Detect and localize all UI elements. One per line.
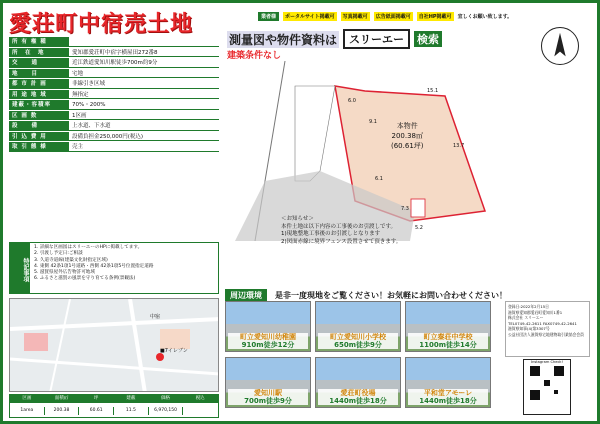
dim-label: 15.1 bbox=[427, 88, 439, 94]
publish-item: ポータルサイト掲載可 bbox=[285, 13, 335, 20]
property-info-table bbox=[9, 37, 219, 153]
info-row: 交 通 近江鉄道愛知川駅徒歩700m約9分 bbox=[9, 58, 219, 69]
note-item: 1. 詳細な区画図はスリーエーのHPに掲載してます。 bbox=[34, 245, 143, 250]
instagram-qr[interactable]: Instagram Check! bbox=[523, 359, 571, 415]
publish-label: 業者様 bbox=[258, 12, 279, 21]
dim-label: 6.0 bbox=[348, 98, 356, 104]
facility-photo: 町立愛知川小学校 650m徒歩9分 bbox=[315, 301, 401, 352]
info-row: 都 市 計 画 非線引き区域 bbox=[9, 79, 219, 90]
dim-label: 13.7 bbox=[453, 143, 465, 149]
note-item: 5. 滋賀県屋外広告物許可地域 bbox=[34, 270, 95, 276]
info-row: 所 在 地 愛知郡愛荘町中宿字横屋田272番8 bbox=[9, 48, 219, 59]
publish-suffix: 宜しくお願い致します。 bbox=[457, 13, 513, 20]
info-row: 用 途 地 域 無指定 bbox=[9, 90, 219, 101]
qr-code-icon bbox=[528, 364, 566, 402]
survey-drawing bbox=[225, 61, 600, 241]
note-item: 4. 東側 42条1項1号道路・西側 42条1項5号位置指定道路 bbox=[34, 263, 154, 269]
company-info: 登録日:2022年2月15日 滋賀県愛知郡愛荘町愛知川1番1 株式会社 スリーエー TEL0749-42-2611 FAX0749-42-2641 滋賀県知事(4)第3307号 公益社団法人滋賀県宅地建物取引業協会会員 bbox=[505, 301, 590, 357]
area-map bbox=[9, 298, 219, 392]
dim-label: 6.1 bbox=[375, 176, 383, 182]
info-row: 建蔽・容積率 70%・200% bbox=[9, 100, 219, 111]
map-label: ■7イレブン bbox=[160, 348, 188, 354]
info-row: 設 備 上水道、下水道 bbox=[9, 121, 219, 132]
no-build-condition: 建築条件なし bbox=[227, 51, 282, 61]
map-label: 中宿 bbox=[150, 314, 161, 320]
publish-item: 広告紙面掲載可 bbox=[375, 13, 411, 20]
info-row: 区 画 数 1区画 bbox=[9, 111, 219, 122]
notice: ＜お知らせ＞ 本件土地は以下内容の工事後のお引渡しです。 1)現地整地工事後のお引渡しとなります 2)図面赤線に境界フェンス設置させて頂きます。 bbox=[281, 216, 402, 245]
facility-photo: 町立秦荘中学校 1100m徒歩14分 bbox=[405, 301, 491, 352]
note-item: 2. 引渡し予定日:ご相談 bbox=[34, 251, 83, 257]
dim-label: 5.2 bbox=[415, 225, 423, 231]
location-pin-icon bbox=[156, 353, 164, 361]
dim-label: 9.1 bbox=[369, 119, 377, 125]
survey-search-banner: 測量図や物件資料は スリーエー 検索 bbox=[227, 29, 442, 49]
nearby-header: 周辺環境 是非一度現地をご覧ください！お気軽にお問い合わせください！ bbox=[225, 289, 507, 302]
page-title: 愛荘町中宿売土地 bbox=[9, 12, 194, 37]
price-table: 区画 面積㎡ 坪 建蔽 価格 税込 1area 200.38 60.61 11.5 6,970,150 bbox=[9, 394, 219, 418]
plot-label: 本物件 200.38㎡ (60.61坪) bbox=[391, 122, 424, 150]
facility-photo: 愛知川駅 700m徒歩9分 bbox=[225, 357, 311, 408]
facility-photo: 愛荘町役場 1440m徒歩18分 bbox=[315, 357, 401, 408]
publish-permissions bbox=[258, 9, 594, 23]
dim-label: 7.3 bbox=[401, 206, 409, 212]
note-item: 6. ふるさと滋賀の風景を守り育てる条例(景観法) bbox=[34, 276, 136, 282]
note-item: 3. 久道寺道線(建築文化財指定区域) bbox=[34, 257, 108, 263]
search-button[interactable]: 検索 bbox=[414, 31, 442, 47]
special-notes bbox=[9, 242, 219, 294]
info-row: 引 込 費 用 設備負担金250,000円(税込) bbox=[9, 132, 219, 143]
north-arrow-icon bbox=[541, 27, 579, 65]
publish-item: 自社HP掲載可 bbox=[418, 13, 452, 20]
info-row: 所 有 権 種 bbox=[9, 37, 219, 48]
info-row: 地 目 宅地 bbox=[9, 69, 219, 80]
facility-photo: 町立愛知川幼稚園 910m徒歩12分 bbox=[225, 301, 311, 352]
info-row: 取 引 態 様 売主 bbox=[9, 142, 219, 153]
facility-photo: 平和堂アモーレ 1440m徒歩18分 bbox=[405, 357, 491, 408]
notes-label: 特記事項 bbox=[10, 243, 30, 293]
publish-item: 写真掲載可 bbox=[342, 13, 368, 20]
